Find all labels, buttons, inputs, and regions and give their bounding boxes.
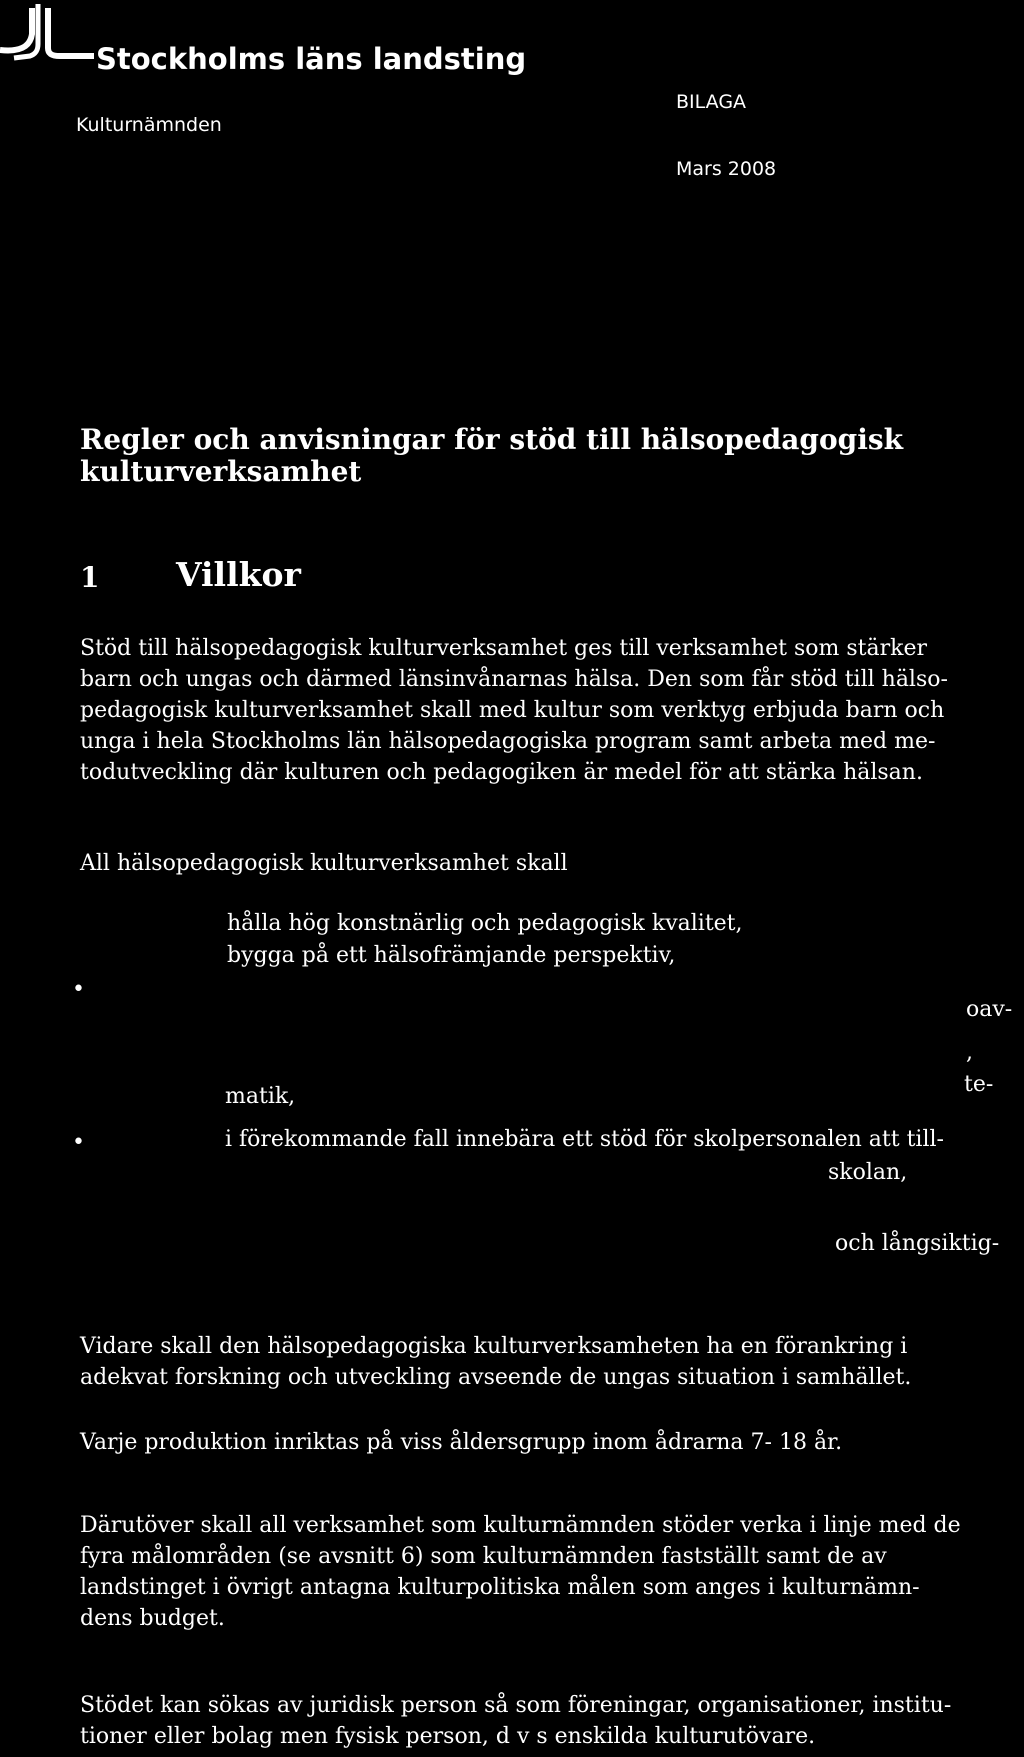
paragraph-line: fyra målområden (se avsnitt 6) som kulturnämnden fastställt samt de av [80,1544,887,1569]
organization-name: Stockholms läns landsting [96,42,527,76]
list-intro [80,848,1010,879]
list-item: i förekommande fall innebära ett stöd för skolpersonalen att till- [225,1127,944,1152]
list-fragment: matik, [225,1084,296,1109]
bullet-icon: • [72,1130,85,1155]
paragraph-line: todutveckling där kulturen och pedagogiken är medel för att stärka hälsan. [80,760,923,785]
paragraph-line: unga i hela Stockholms län hälsopedagogiska program samt arbeta med me- [80,729,936,754]
list-item: bygga på ett hälsofrämjande perspektiv, [227,943,676,968]
paragraph-line: Stöd till hälsopedagogisk kulturverksamhet ges till verksamhet som stärker [80,636,927,661]
list-fragment: , [966,1040,973,1065]
goals-paragraph [80,1510,1010,1634]
paragraph-line: Varje produktion inriktas på viss åldersgrupp inom ådrarna 7- 18 år. [80,1430,843,1455]
landsting-logo-icon [0,4,94,64]
department-name: Kulturnämnden [76,114,222,136]
section-heading: Villkor [176,555,301,594]
paragraph-line: All hälsopedagogisk kulturverksamhet skall [80,851,568,876]
document-title-line: Regler och anvisningar för stöd till hälsopedagogisk [80,423,904,456]
intro-paragraph [80,633,1010,788]
list-fragment: och långsiktig- [835,1231,1000,1256]
applicant-paragraph [80,1690,1010,1752]
paragraph-line: Vidare skall den hälsopedagogiska kulturverksamheten ha en förankring i [80,1334,908,1359]
research-paragraph [80,1331,1010,1393]
document-date: Mars 2008 [676,158,777,180]
paragraph-line: Stödet kan sökas av juridisk person så som föreningar, organisationer, institu- [80,1693,952,1718]
document-type: BILAGA [676,91,747,113]
document-title [80,424,903,488]
paragraph-line: barn och ungas och därmed länsinvånarnas hälsa. Den som får stöd till hälso- [80,667,948,692]
bullet-icon: • [72,977,85,1002]
paragraph-line: pedagogisk kulturverksamhet skall med kultur som verktyg erbjuda barn och [80,698,945,723]
list-fragment: skolan, [828,1160,908,1185]
list-fragment: oav- [966,997,1013,1022]
list-fragment: te- [964,1072,994,1097]
paragraph-line: tioner eller bolag men fysisk person, d v s enskilda kulturutövare. [80,1724,816,1749]
section-number: 1 [80,561,100,594]
paragraph-line: landstinget i övrigt antagna kulturpolitiska målen som anges i kulturnämn- [80,1575,920,1600]
age-group-paragraph [80,1427,1010,1458]
paragraph-line: adekvat forskning och utveckling avseende de ungas situation i samhället. [80,1365,912,1390]
paragraph-line: Därutöver skall all verksamhet som kulturnämnden stöder verka i linje med de [80,1513,961,1538]
list-item: hålla hög konstnärlig och pedagogisk kvalitet, [227,911,743,936]
document-title-line: kulturverksamhet [80,455,362,488]
paragraph-line: dens budget. [80,1606,225,1631]
